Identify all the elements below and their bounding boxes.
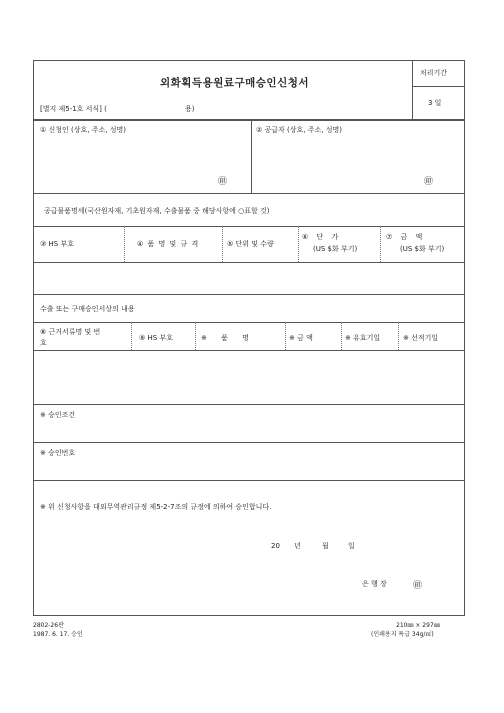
processing-divider [412, 60, 413, 120]
col-amount-2: ※ 금 액 [289, 334, 313, 342]
col-hs-code-2: ⑨ HS 부호 [139, 334, 173, 342]
col-shipping-date: ※ 선적기일 [403, 334, 439, 342]
processing-row-divider [412, 86, 465, 87]
approval-statement: ※ 위 신청사항을 대외무역관리규정 제5-2-7조의 규정에 의하여 승인합니다. [40, 503, 272, 511]
form-number: [별지 제5-1호 서식] ( [40, 105, 107, 113]
supply-items-heading: 공급물품명세(국산원자재, 기초원자재, 수출물품 중 해당사항에 ○표할 것) [44, 207, 270, 215]
form-title: 외화획득용원료구매승인신청서 [160, 77, 310, 89]
divider-section1 [33, 193, 465, 194]
date-year: 20 [271, 542, 280, 550]
divider-approval-body [33, 404, 465, 405]
col-divider-hs [124, 226, 125, 262]
col-divider-item2 [285, 322, 286, 350]
footer-paper-size: 210㎜ × 297㎜ [396, 622, 440, 629]
processing-period-label: 처리기간 [420, 69, 448, 77]
col-valid-date: ※ 유효기일 [345, 334, 381, 342]
divider-supply-body [33, 294, 465, 295]
form-body-box [33, 120, 465, 616]
divider-approval-heading [33, 322, 465, 323]
applicant-seal-icon: ㊞ [218, 177, 228, 187]
footer-form-code: 2802-26판 [33, 622, 64, 629]
date-year-unit: 년 [294, 542, 301, 550]
col-divider-price [380, 226, 381, 262]
supplier-seal-icon: ㊞ [424, 177, 434, 187]
col-divider-hs2 [195, 322, 196, 350]
form-number-suffix: 용) [185, 105, 195, 113]
col-basis-docs: ⑧ 근거서류명 및 번 [40, 328, 101, 336]
footer-approval-date: 1987. 6. 17. 승인 [33, 631, 83, 638]
date-month-unit: 월 [322, 542, 329, 550]
divider-approval-header [33, 350, 465, 351]
divider-supply-heading [33, 226, 465, 227]
divider-supply-header [33, 262, 465, 263]
supplier-label[interactable]: ② 공급자 (상호, 주소, 성명) [256, 126, 342, 134]
divider-number [33, 480, 465, 481]
col-divider-docs [131, 322, 132, 350]
col-unit-quantity: ⑤ 단위 및 수량 [227, 240, 274, 248]
col-amount-sub: (US $화 부기) [400, 245, 445, 253]
approval-number-label[interactable]: ※ 승인번호 [40, 449, 76, 457]
col-unit-price: ⑥ 단 가 [302, 233, 342, 241]
divider-conditions [33, 442, 465, 443]
date-day-unit: 일 [348, 542, 355, 550]
col-divider-item [222, 226, 223, 262]
col-item-name-2: ※ 품 명 [201, 334, 249, 342]
col-amount: ⑦ 금 액 [386, 233, 426, 241]
footer-paper-type: (인쇄용지 특급 34g/㎡) [371, 631, 434, 638]
applicant-supplier-divider [251, 120, 252, 193]
applicant-label[interactable]: ① 신청인 (상호, 주소, 성명) [40, 126, 126, 134]
col-unit-price-sub: (US $화 부기) [313, 245, 358, 253]
processing-period-value: 3 일 [428, 99, 442, 107]
bank-manager-label: 은 행 장 [362, 580, 387, 588]
col-divider-amount2 [341, 322, 342, 350]
approval-conditions-label[interactable]: ※ 승인조건 [40, 411, 76, 419]
bank-seal-icon: ㊞ [413, 581, 423, 591]
col-basis-docs-cont: 호 [40, 339, 47, 347]
col-item-spec: ④ 품 명 및 규 격 [137, 240, 200, 248]
col-divider-unit [298, 226, 299, 262]
col-hs-code: ③ HS 부호 [40, 240, 74, 248]
col-divider-valid [398, 322, 399, 350]
approval-content-heading: 수출 또는 구매승인서상의 내용 [40, 305, 135, 313]
